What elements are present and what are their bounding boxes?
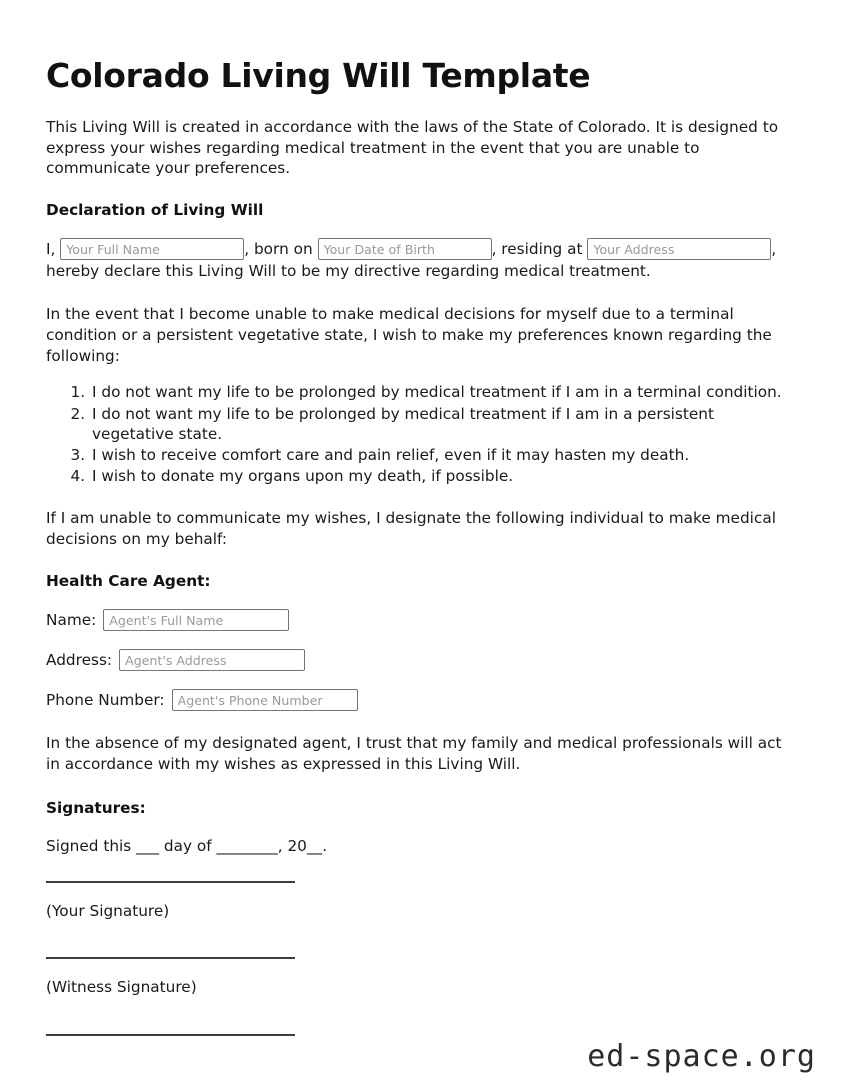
wishes-list — [46, 382, 798, 486]
list-item: 3. I wish to receive comfort care and pain relief, even if it may hasten my death. — [90, 445, 798, 465]
your-signature-line — [46, 881, 295, 883]
agent-name-label: Name: — [46, 610, 97, 629]
health-care-agent-heading: Health Care Agent: — [46, 571, 211, 590]
address-input[interactable] — [587, 238, 771, 260]
declaration-after-name-text: , born on — [244, 239, 313, 258]
full-name-input[interactable] — [60, 238, 244, 260]
your-signature-caption: (Your Signature) — [46, 901, 170, 920]
agent-address-label: Address: — [46, 650, 113, 669]
declaration-heading: Declaration of Living Will — [46, 200, 264, 219]
witness-signature-block — [46, 957, 798, 998]
agent-address-row — [46, 649, 798, 671]
signatures-heading: Signatures: — [46, 798, 146, 817]
additional-signature-line — [46, 1034, 295, 1036]
site-watermark: ed-space.org — [587, 1039, 816, 1074]
declaration-after-address-text: , hereby declare this Living Will to be my directive regarding medical treatment. — [46, 239, 777, 281]
agent-name-input[interactable] — [103, 609, 289, 631]
date-of-birth-input[interactable] — [318, 238, 492, 260]
declaration-statement — [46, 238, 798, 283]
agent-phone-label: Phone Number: — [46, 690, 165, 709]
absence-paragraph: In the absence of my designated agent, I trust that my family and medical professionals will act in accordance with my wishes as expressed in this Living Will. — [46, 734, 782, 774]
declaration-after-dob-text: , residing at — [491, 239, 583, 258]
agent-phone-input[interactable] — [172, 689, 358, 711]
intro-paragraph: This Living Will is created in accordance with the laws of the State of Colorado. It is designed to express your wishes regarding medical treatment in the event that you are unable to communicate your preferences. — [46, 117, 779, 178]
agent-address-input[interactable] — [119, 649, 305, 671]
wishes-intro-paragraph: In the event that I become unable to make medical decisions for myself due to a terminal condition or a persistent vegetative state, I wish to make my preferences known regarding the following: — [46, 305, 772, 365]
your-signature-block — [46, 881, 798, 922]
list-item: 2. I do not want my life to be prolonged by medical treatment if I am in a persistent vegetative state. — [90, 404, 798, 444]
signed-date-line: Signed this ___ day of ________, 20__. — [46, 836, 328, 855]
list-item: 1. I do not want my life to be prolonged by medical treatment if I am in a terminal condition. — [90, 382, 798, 402]
page-title: Colorado Living Will Template — [46, 56, 591, 95]
declaration-lead-text: I, — [46, 239, 56, 258]
agent-phone-row — [46, 689, 798, 711]
witness-signature-line — [46, 957, 295, 959]
designation-paragraph: If I am unable to communicate my wishes, I designate the following individual to make medical decisions on my behalf: — [46, 509, 776, 548]
additional-signature-block — [46, 1034, 798, 1036]
witness-signature-caption: (Witness Signature) — [46, 978, 197, 997]
document-page — [46, 0, 798, 1092]
agent-name-row — [46, 609, 798, 631]
list-item: 4. I wish to donate my organs upon my death, if possible. — [90, 466, 798, 486]
